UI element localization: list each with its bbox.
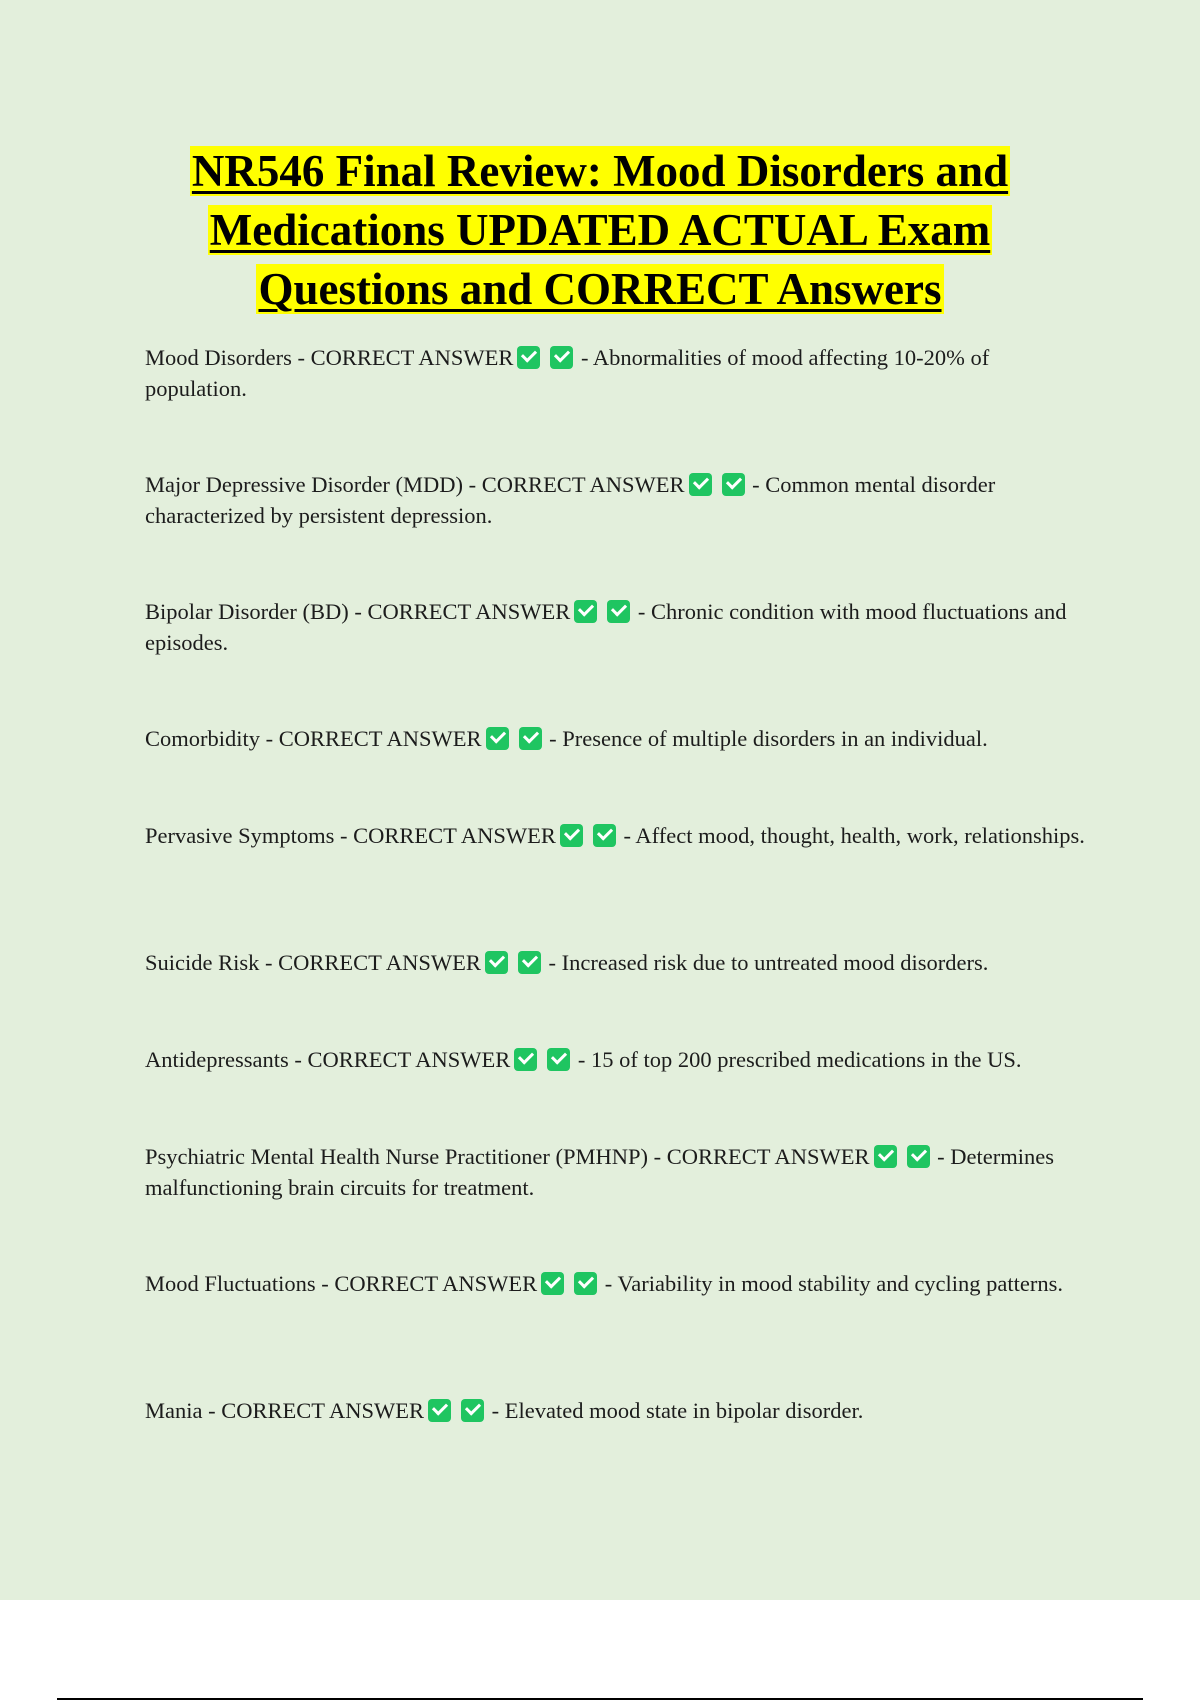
- entry-label: CORRECT ANSWER: [278, 950, 481, 975]
- qa-entry: Psychiatric Mental Health Nurse Practitioner (PMHNP) - CORRECT ANSWER - Determines malfunctioning brain circuits for treatment.: [145, 1144, 1054, 1200]
- check-box-icon: [722, 473, 745, 496]
- title-block: [130, 142, 1070, 319]
- title-line-3: Questions and CORRECT Answers: [258, 264, 942, 314]
- entry-term: Antidepressants: [145, 1047, 289, 1072]
- entry-definition: Presence of multiple disorders in an individual.: [562, 726, 988, 751]
- check-box-icon: [874, 1145, 897, 1168]
- qa-entry: Mania - CORRECT ANSWER - Elevated mood state in bipolar disorder.: [145, 1398, 864, 1423]
- qa-entry: Pervasive Symptoms - CORRECT ANSWER - Affect mood, thought, health, work, relationships.: [145, 823, 1085, 848]
- entry-term: Mania: [145, 1398, 203, 1423]
- entry-definition: Abnormalities of mood affecting 10-20% of population.: [145, 345, 990, 401]
- entry-label: CORRECT ANSWER: [278, 726, 482, 751]
- entry-definition: Variability in mood stability and cycling patterns.: [617, 1271, 1064, 1296]
- entry-term: Bipolar Disorder (BD): [145, 599, 349, 624]
- entry-label: CORRECT ANSWER: [367, 599, 571, 624]
- entry-term: Mood Fluctuations: [145, 1271, 316, 1296]
- check-box-icon: [519, 727, 542, 750]
- entry-label: CORRECT ANSWER: [310, 345, 514, 370]
- check-box-icon: [907, 1145, 930, 1168]
- qa-entry: Antidepressants - CORRECT ANSWER - 15 of top 200 prescribed medications in the US.: [145, 1047, 1022, 1072]
- entry-definition: Determines malfunctioning brain circuits for treatment.: [145, 1144, 1054, 1200]
- check-box-icon: [560, 824, 583, 847]
- entry-term: Major Depressive Disorder (MDD): [145, 472, 464, 497]
- title-line-1: NR546 Final Review: Mood Disorders and: [191, 146, 1009, 196]
- entry-definition: Chronic condition with mood fluctuations and episodes.: [145, 599, 1067, 655]
- entry-definition: Elevated mood state in bipolar disorder.: [504, 1398, 864, 1423]
- qa-entry: Mood Fluctuations - CORRECT ANSWER - Variability in mood stability and cycling patterns.: [145, 1271, 1064, 1296]
- check-box-icon: [574, 1272, 597, 1295]
- entry-definition: Affect mood, thought, health, work, relationships.: [635, 823, 1085, 848]
- entry-definition: 15 of top 200 prescribed medications in the US.: [590, 1047, 1022, 1072]
- entry-term: Comorbidity: [145, 726, 261, 751]
- entry-label: CORRECT ANSWER: [666, 1144, 870, 1169]
- entry-label: CORRECT ANSWER: [353, 823, 556, 848]
- entry-term: Mood Disorders: [145, 345, 292, 370]
- entry-label: CORRECT ANSWER: [221, 1398, 424, 1423]
- check-box-icon: [550, 346, 573, 369]
- check-box-icon: [689, 473, 712, 496]
- qa-entry: Mood Disorders - CORRECT ANSWER - Abnormalities of mood affecting 10-20% of population.: [145, 345, 990, 401]
- entry-definition: Increased risk due to untreated mood disorders.: [561, 950, 989, 975]
- check-box-icon: [485, 951, 508, 974]
- entry-definition: Common mental disorder characterized by persistent depression.: [145, 472, 996, 528]
- check-box-icon: [593, 824, 616, 847]
- qa-entry: Major Depressive Disorder (MDD) - CORRECT ANSWER - Common mental disorder characterized by persistent depression.: [145, 472, 996, 528]
- check-box-icon: [428, 1399, 451, 1422]
- entry-term: Pervasive Symptoms: [145, 823, 335, 848]
- qa-list: [145, 342, 1085, 1492]
- entry-label: CORRECT ANSWER: [307, 1047, 511, 1072]
- document-title: [130, 142, 1070, 319]
- check-box-icon: [547, 1048, 570, 1071]
- entry-term: Suicide Risk: [145, 950, 260, 975]
- title-line-2: Medications UPDATED ACTUAL Exam: [209, 205, 991, 255]
- qa-entry: Bipolar Disorder (BD) - CORRECT ANSWER - Chronic condition with mood fluctuations and episodes.: [145, 599, 1067, 655]
- check-box-icon: [486, 727, 509, 750]
- check-box-icon: [514, 1048, 537, 1071]
- entry-term: Psychiatric Mental Health Nurse Practitioner (PMHNP): [145, 1144, 649, 1169]
- check-box-icon: [461, 1399, 484, 1422]
- check-box-icon: [574, 600, 597, 623]
- qa-entry: Comorbidity - CORRECT ANSWER - Presence of multiple disorders in an individual.: [145, 726, 988, 751]
- check-box-icon: [518, 951, 541, 974]
- check-box-icon: [541, 1272, 564, 1295]
- qa-entry: Suicide Risk - CORRECT ANSWER - Increased risk due to untreated mood disorders.: [145, 950, 989, 975]
- check-box-icon: [517, 346, 540, 369]
- check-box-icon: [607, 600, 630, 623]
- entry-label: CORRECT ANSWER: [334, 1271, 538, 1296]
- entry-label: CORRECT ANSWER: [481, 472, 685, 497]
